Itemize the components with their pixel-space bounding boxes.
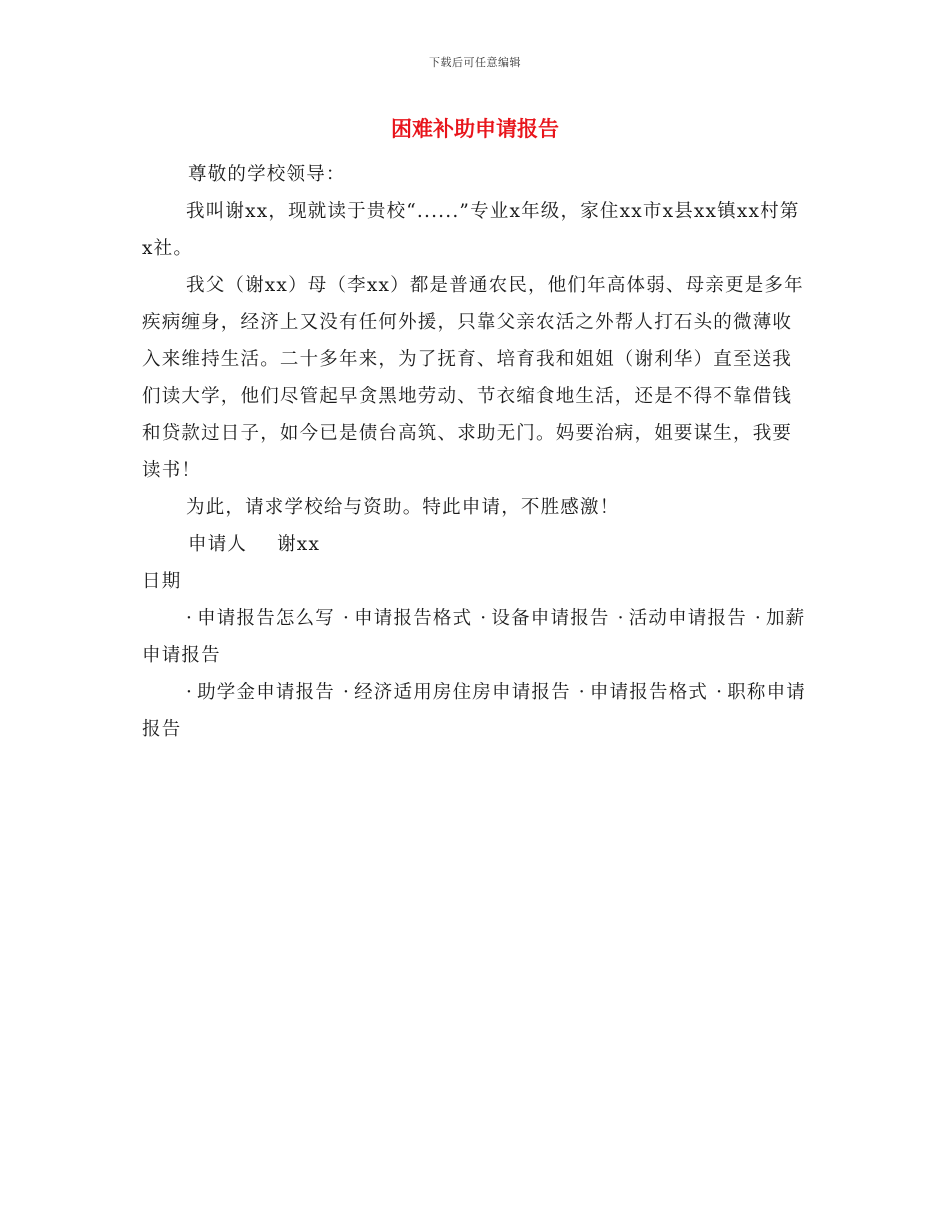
header-note: 下载后可任意编辑 [429, 56, 521, 69]
document-title: 困难补助申请报告 [391, 117, 559, 141]
paragraph-family: 我父（谢xx）母（李xx）都是普通农民，他们年高体弱、母亲更是多年疾病缠身，经济上又没有任何外援，只靠父亲农活之外帮人打石头的微薄收入来维持生活。二十多年来，为了抚育、培育我和姐姐（谢利华）直至送我们读大学，他们尽管起早贪黑地劳动、节衣缩食地生活，还是不得不靠借钱和贷款过日子，如今已是债台高筑、求助无门。妈要治病，姐要谋生，我要读书！ [142, 275, 804, 481]
salutation: 尊敬的学校领导： [188, 164, 346, 185]
related-link[interactable]: · 申请报告格式 [578, 682, 709, 703]
related-link[interactable]: · 申请报告怎么写 [186, 608, 335, 629]
related-link[interactable]: · 经济适用房住房申请报告 [343, 682, 571, 703]
related-link[interactable]: · 助学金申请报告 [186, 682, 335, 703]
related-link[interactable]: · 活动申请报告 [617, 608, 747, 629]
paragraph-request: 为此，请求学校给与资助。特此申请，不胜感激！ [186, 497, 620, 518]
related-link[interactable]: · 申请报告格式 [343, 608, 473, 629]
related-link[interactable]: · 职称申请报告 [142, 682, 806, 740]
related-link[interactable]: · 设备申请报告 [480, 608, 610, 629]
signature-label: 申请人 [188, 534, 248, 555]
document-body [142, 156, 806, 748]
signature-line [142, 526, 806, 563]
related-links-row-2 [142, 674, 806, 748]
related-links-row-1 [142, 600, 806, 674]
related-link[interactable]: · 加薪申请报告 [142, 608, 806, 666]
paragraph-intro: 我叫谢xx，现就读于贵校“......”专业x年级，家住xx市x县xx镇xx村第x社。 [142, 201, 800, 259]
date-label: 日期 [142, 571, 182, 592]
signature-name: 谢xx [277, 534, 321, 555]
